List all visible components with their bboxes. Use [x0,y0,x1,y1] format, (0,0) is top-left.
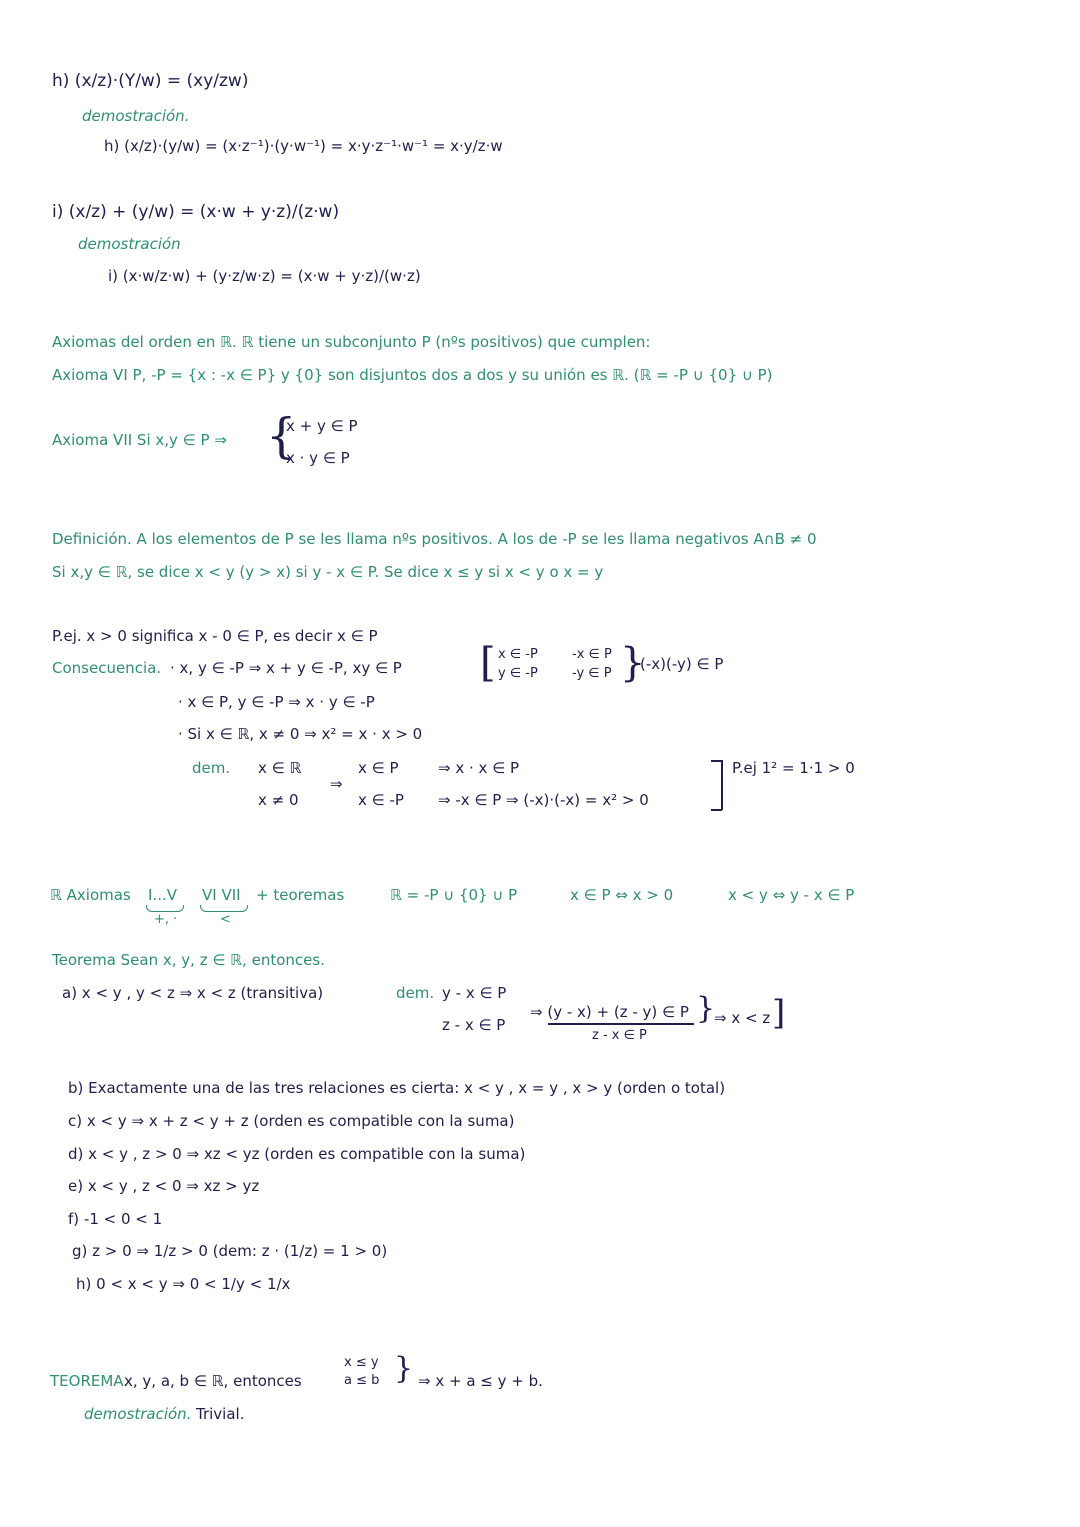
case-result: (-x)(-y) ∈ P [640,655,724,673]
theorem-g: g) z > 0 ⇒ 1/z > 0 (dem: z · (1/z) = 1 > 0) [72,1242,388,1260]
summary-equiv1: x ∈ P ⇔ x > 0 [570,886,674,904]
h-demo-label: demostración. [82,107,190,125]
teorema2-result: ⇒ x + a ≤ y + b. [418,1372,543,1390]
summary-group2: VI VII [202,886,241,904]
dem-arrow: ⇒ [330,775,343,793]
summary-group1: I...V [148,886,177,904]
theorem-dem-2: z - x ∈ P [442,1016,506,1034]
summary-equiv2: x < y ⇔ y - x ∈ P [728,886,855,904]
theorem-c: c) x < y ⇒ x + z < y + z (orden es compatible con la suma) [68,1112,515,1130]
teorema2-statement: x, y, a, b ∈ ℝ, entonces [124,1372,302,1390]
case-c: -x ∈ P [572,647,612,662]
summary-union: ℝ = -P ∪ {0} ∪ P [390,886,518,904]
i-title: i) (x/z) + (y/w) = (x·w + y·z)/(z·w) [52,202,340,222]
teorema2-demo-label: demostración. [84,1405,192,1423]
theorem-h: h) 0 < x < y ⇒ 0 < 1/y < 1/x [76,1275,291,1293]
theorem-dem-1: y - x ∈ P [442,984,507,1002]
axiom-vii-brace: { [266,408,297,464]
consequence-3: · Si x ∈ ℝ, x ≠ 0 ⇒ x² = x · x > 0 [178,725,423,743]
theorem-a: a) x < y , y < z ⇒ x < z (transitiva) [62,984,324,1002]
case-a: x ∈ -P [498,647,538,662]
summary-group1-underbrace [146,905,184,912]
dem-c1-result: ⇒ x · x ∈ P [438,759,520,777]
summary-group2-sub: < [220,912,231,927]
dem-a: x ∈ ℝ [258,759,302,777]
theorem-intro: Teorema Sean x, y, z ∈ ℝ, entonces. [52,951,325,969]
dem-close-top [711,760,722,762]
theorem-dem-fraction-bar [548,1023,694,1025]
theorem-dem-brace: } [696,991,716,1026]
dem-c1: x ∈ P [358,759,399,777]
teorema2-cond1: x ≤ y [344,1355,379,1370]
teorema2-brace: } [394,1351,414,1386]
case-b: y ∈ -P [498,666,538,681]
teorema2-cond2: a ≤ b [344,1373,380,1388]
dem-b: x ≠ 0 [258,791,299,809]
theorem-f: f) -1 < 0 < 1 [68,1210,163,1228]
dem-c2-result: ⇒ -x ∈ P ⇒ (-x)·(-x) = x² > 0 [438,791,649,809]
summary-label: ℝ Axiomas [50,886,131,904]
theorem-b: b) Exactamente una de las tres relaciones es cierta: x < y , x = y , x > y (orden o total) [68,1079,726,1097]
dem-close-bottom [711,809,722,811]
definition-line1: Definición. A los elementos de P se les llama nºs positivos. A los de -P se les llama negativos A∩B ≠ 0 [52,530,817,548]
summary-group2-underbrace [200,905,248,912]
summary-theorems: + teoremas [256,886,345,904]
consequence-label: Consecuencia. [52,659,162,677]
consequence-2: · x ∈ P, y ∈ -P ⇒ x · y ∈ -P [178,693,375,711]
case-d: -y ∈ P [572,666,612,681]
axioms-intro: Axiomas del orden en ℝ. ℝ tiene un subconjunto P (nºs positivos) que cumplen: [52,333,651,351]
teorema2-label: TEOREMA. [50,1372,129,1390]
i-proof: i) (x·w/z·w) + (y·z/w·z) = (x·w + y·z)/(w·z) [108,267,421,285]
teorema2-trivial: Trivial. [196,1405,245,1423]
h-proof: h) (x/z)·(y/w) = (x·z⁻¹)·(y·w⁻¹) = x·y·z⁻¹·w⁻¹ = x·y/z·w [104,137,503,155]
dem-example: P.ej 1² = 1·1 > 0 [732,759,855,777]
theorem-dem-4: z - x ∈ P [592,1028,647,1043]
axiom-vii-a: x + y ∈ P [286,417,358,435]
dem-c2: x ∈ -P [358,791,404,809]
theorem-dem-close-bracket: ] [772,993,786,1033]
theorem-dem-label: dem. [396,984,435,1002]
case-open-bracket: [ [480,640,496,686]
summary-group1-sub: +, · [154,912,178,927]
example-line: P.ej. x > 0 significa x - 0 ∈ P, es decir x ∈ P [52,627,378,645]
axiom-vii-b: x · y ∈ P [286,449,350,467]
axiom-vi: Axioma VI P, -P = {x : -x ∈ P} y {0} son disjuntos dos a dos y su unión es ℝ. (ℝ = -P ∪ {0} ∪ P) [52,366,773,384]
theorem-e: e) x < y , z < 0 ⇒ xz > yz [68,1177,260,1195]
theorem-dem-3: ⇒ (y - x) + (z - y) ∈ P [530,1003,689,1021]
case-close-brace: } [620,640,646,686]
i-demo-label: demostración [78,235,181,253]
consequence-1: · x, y ∈ -P ⇒ x + y ∈ -P, xy ∈ P [170,659,402,677]
axiom-vii-label: Axioma VII Si x,y ∈ P ⇒ [52,431,227,449]
dem-close-bar [721,760,723,810]
dem-label: dem. [192,759,231,777]
h-title: h) (x/z)·(Y/w) = (xy/zw) [52,71,249,91]
theorem-dem-5: ⇒ x < z [714,1009,771,1027]
definition-line2: Si x,y ∈ ℝ, se dice x < y (y > x) si y - x ∈ P. Se dice x ≤ y si x < y o x = y [52,563,604,581]
theorem-d: d) x < y , z > 0 ⇒ xz < yz (orden es compatible con la suma) [68,1145,526,1163]
